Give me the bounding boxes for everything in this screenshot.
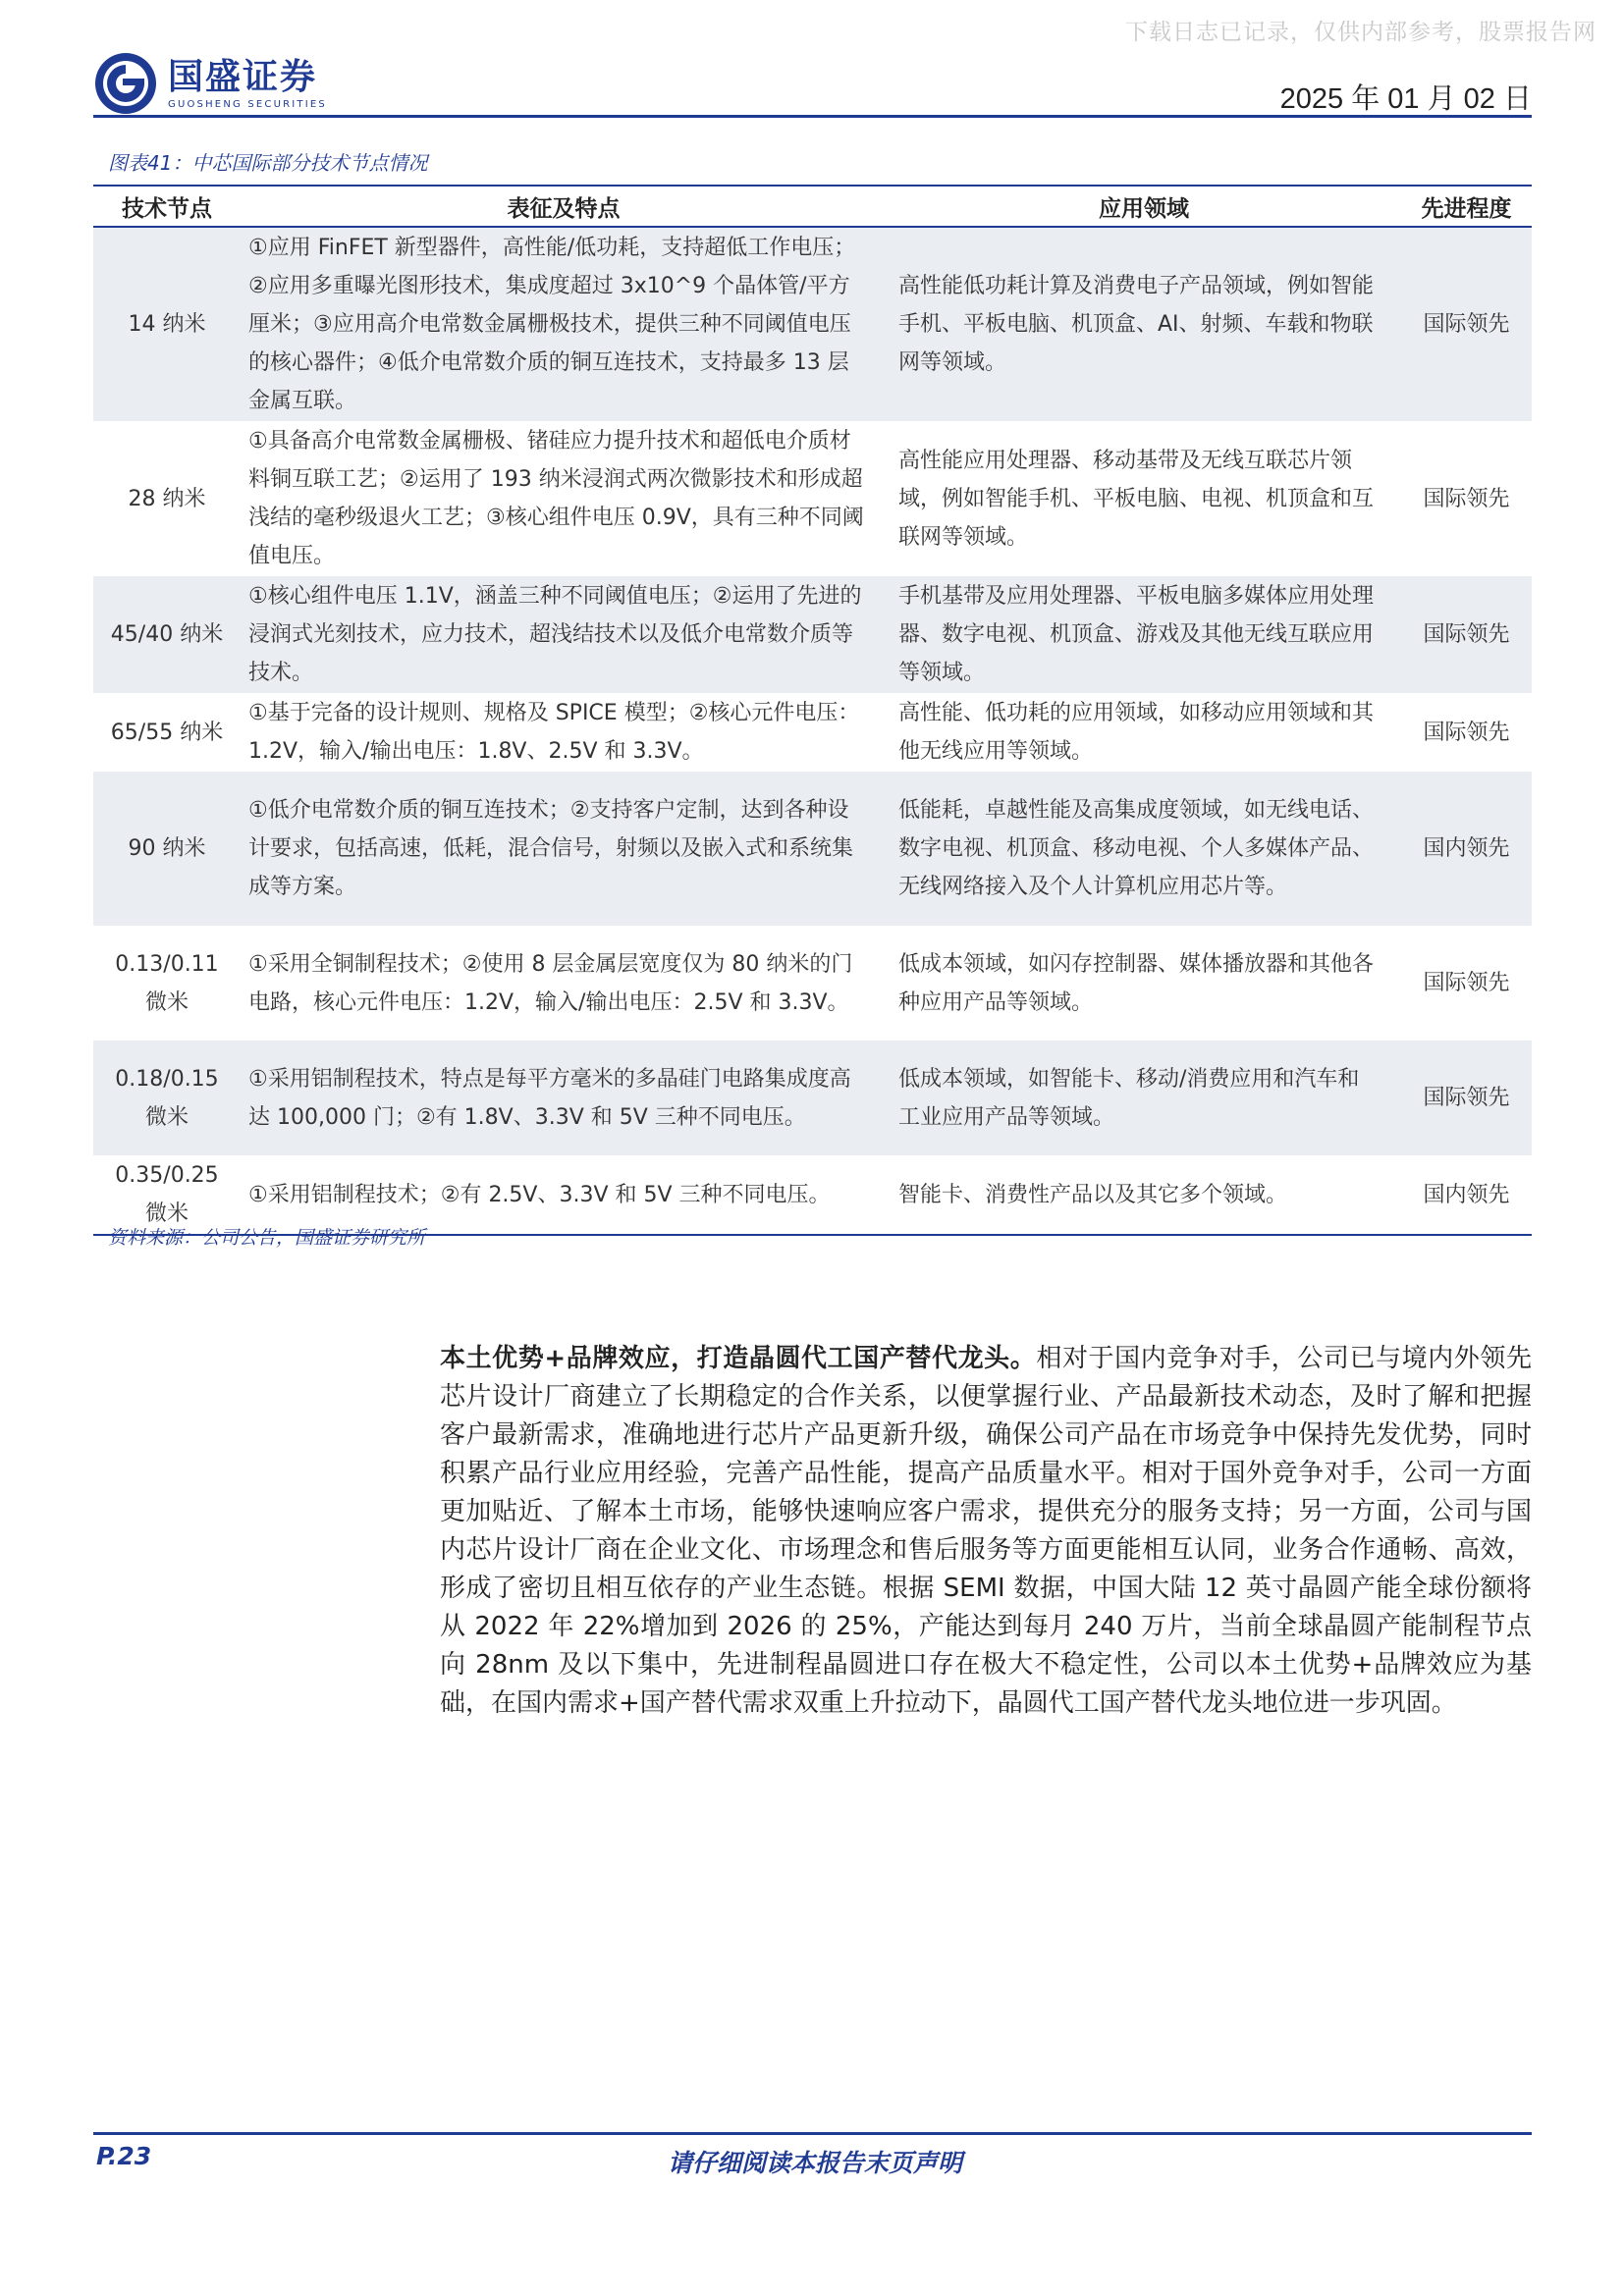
table-row <box>93 227 1532 421</box>
cell-node: 0.35/0.25 微米 <box>93 1155 241 1235</box>
logo-mark-icon <box>93 51 158 116</box>
paragraph-lead: 本土优势+品牌效应，打造晶圆代工国产替代龙头。 <box>440 1344 1037 1373</box>
cell-level: 国际领先 <box>1401 576 1532 693</box>
cell-node: 45/40 纳米 <box>93 576 241 693</box>
body-paragraph <box>440 1340 1532 1723</box>
table-row <box>93 693 1532 772</box>
table-row <box>93 421 1532 576</box>
cell-applications: 高性能低功耗计算及消费电子产品领域，例如智能手机、平板电脑、机顶盒、AI、射频、车载和物联网等领域。 <box>887 227 1401 421</box>
cell-features: ①低介电常数介质的铜互连技术；②支持客户定制，达到各种设计要求，包括高速，低耗，混合信号，射频以及嵌入式和系统集成等方案。 <box>241 772 887 926</box>
cell-level: 国际领先 <box>1423 971 1510 995</box>
page-header <box>93 47 1532 118</box>
column-header-features: 表征及特点 <box>241 186 887 227</box>
cell-level: 国际领先 <box>1423 720 1510 745</box>
cell-applications: 高性能、低功耗的应用领域，如移动应用领域和其他无线应用等领域。 <box>898 701 1375 764</box>
cell-node: 14 纳米 <box>93 227 241 421</box>
figure-caption: 图表41：中芯国际部分技术节点情况 <box>108 151 428 175</box>
cell-applications: 高性能应用处理器、移动基带及无线互联芯片领域，例如智能手机、平板电脑、电视、机顶盒和互联网等领域。 <box>898 448 1375 550</box>
table-row <box>93 1041 1532 1155</box>
report-date: 2025 年 01 月 02 日 <box>1279 83 1532 115</box>
cell-applications: 智能卡、消费性产品以及其它多个领域。 <box>887 1155 1401 1235</box>
table-row <box>93 576 1532 693</box>
paragraph-text: 相对于国内竞争对手，公司已与境内外领先芯片设计厂商建立了长期稳定的合作关系，以便掌握行业、产品最新技术动态，及时了解和把握客户最新需求，准确地进行芯片产品更新升级，确保公司产品在市场竞争中保持先发优势，同时积累产品行业应用经验，完善产品性能，提高产品质量水平。相对于国外竞争对手，公司一方面更加贴近、了解本土市场，能够快速响应客户需求，提供充分的服务支持；另一方面，公司与国内芯片设计厂商在企业文化、市场理念和售后服务等方面更能相互认同，业务合作通畅、高效，形成了密切且相互依存的产业生态链。根据 SEMI 数据，中国大陆 12 英寸晶圆产能全球份额将从 2022 年 22%增加到 2026 的 25%，产能达到每月 240 万片，当前全球晶圆产能制程节点向 28nm 及以下集中，先进制程晶圆进口存在极大不稳定性，公司以本土优势+品牌效应为基础，在国内需求+国产替代需求双重上升拉动下，晶圆代工国产替代龙头地位进一步巩固。 <box>440 1344 1532 1718</box>
logo-name-cn: 国盛证券 <box>168 56 318 97</box>
tech-node-table <box>93 185 1532 1236</box>
column-header-applications: 应用领域 <box>887 186 1401 227</box>
column-header-level: 先进程度 <box>1401 186 1532 227</box>
footer-divider <box>93 2132 1532 2135</box>
page-number: P.23 <box>96 2142 152 2170</box>
cell-features: ①应用 FinFET 新型器件，高性能/低功耗，支持超低工作电压；②应用多重曝光图形技术，集成度超过 3x10^9 个晶体管/平方厘米；③应用高介电常数金属栅极技术，提供三种不同阈值电压的核心器件；④低介电常数介质的铜互连技术，支持最多 13 层金属互联。 <box>241 227 887 421</box>
table-row <box>93 772 1532 926</box>
header-divider <box>93 115 1532 118</box>
cell-node: 0.18/0.15 微米 <box>93 1041 241 1155</box>
cell-features: ①具备高介电常数金属栅极、锗硅应力提升技术和超低电介质材料铜互联工艺；②运用了 193 纳米浸润式两次微影技术和形成超浅结的毫秒级退火工艺；③核心组件电压 0.9V，具有三种不同阈值电压。 <box>248 429 864 568</box>
watermark-text: 下载日志已记录，仅供内部参考，股票报告网 <box>1125 20 1597 45</box>
table-source-note: 资料来源：公司公告，国盛证券研究所 <box>108 1227 426 1249</box>
tech-node-table-wrapper <box>93 185 1532 1236</box>
cell-features: ①基于完备的设计规则、规格及 SPICE 模型；②核心元件电压：1.2V，输入/输出电压：1.8V、2.5V 和 3.3V。 <box>248 701 860 764</box>
logo-name-en: GUOSHENG SECURITIES <box>168 98 327 110</box>
cell-node: 65/55 纳米 <box>110 720 224 745</box>
table-row <box>93 926 1532 1041</box>
footer-disclaimer: 请仔细阅读本报告末页声明 <box>668 2149 963 2177</box>
cell-applications: 手机基带及应用处理器、平板电脑多媒体应用处理器、数字电视、机顶盒、游戏及其他无线互联应用等领域。 <box>887 576 1401 693</box>
table-header-row <box>93 186 1532 227</box>
column-header-node: 技术节点 <box>93 186 241 227</box>
cell-features: ①采用全铜制程技术；②使用 8 层金属层宽度仅为 80 纳米的门电路，核心元件电压：1.2V，输入/输出电压：2.5V 和 3.3V。 <box>248 951 853 1015</box>
cell-node: 28 纳米 <box>128 486 206 511</box>
cell-level: 国内领先 <box>1401 772 1532 926</box>
cell-level: 国际领先 <box>1401 1041 1532 1155</box>
company-logo <box>93 51 327 116</box>
cell-level: 国内领先 <box>1401 1155 1532 1235</box>
cell-level: 国际领先 <box>1423 486 1510 511</box>
cell-applications: 低能耗，卓越性能及高集成度领域，如无线电话、数字电视、机顶盒、移动电视、个人多媒体产品、无线网络接入及个人计算机应用芯片等。 <box>887 772 1401 926</box>
cell-node: 0.13/0.11 微米 <box>115 951 219 1015</box>
cell-features: ①采用铝制程技术，特点是每平方毫米的多晶硅门电路集成度高达 100,000 门；②有 1.8V、3.3V 和 5V 三种不同电压。 <box>241 1041 887 1155</box>
cell-node: 90 纳米 <box>93 772 241 926</box>
cell-level: 国际领先 <box>1401 227 1532 421</box>
cell-features: ①核心组件电压 1.1V，涵盖三种不同阈值电压；②运用了先进的浸润式光刻技术，应力技术，超浅结技术以及低介电常数介质等技术。 <box>241 576 887 693</box>
cell-applications: 低成本领域，如闪存控制器、媒体播放器和其他各种应用产品等领域。 <box>898 951 1375 1015</box>
cell-applications: 低成本领域，如智能卡、移动/消费应用和汽车和工业应用产品等领域。 <box>887 1041 1401 1155</box>
cell-features: ①采用铝制程技术；②有 2.5V、3.3V 和 5V 三种不同电压。 <box>241 1155 887 1235</box>
